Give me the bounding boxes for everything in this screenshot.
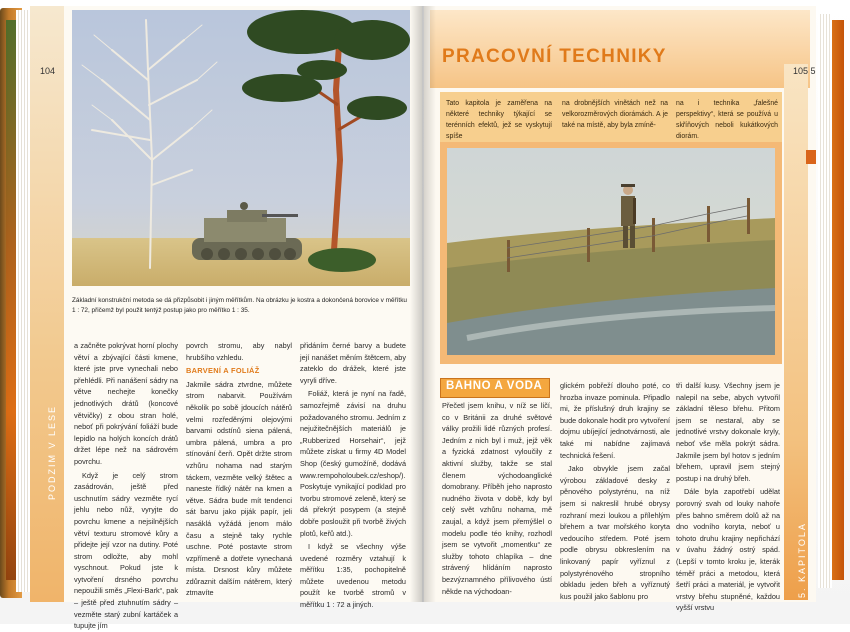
left-column-1	[74, 340, 178, 631]
book-gutter-shadow	[410, 6, 436, 602]
paragraph: Přečetl jsem knihu, v níž se líčí, co v Británii za druhé světové války prožili lidé různých profesí. Jedním z nich byl i muž, jejž věk a fyzická zdatnost vyloučily z aktivní služby, takže se stal členem východoanglické domobrany. Příběh jeho naprosto nudného života v době, kdy byl celý svět vzhůru nohama, mě zaujal, a když jsem přemýšlel o modelu podle téo knihy, rozhodl jsem se vytvořit „momentku“ ze služby tohoto chlapíka – dne strávený hlídáním naprosto bezvýznamného přílivového ústí někde na východoan-	[442, 401, 552, 596]
paragraph: povrch stromu, aby nabyl hrubšího vzhledu.	[186, 341, 292, 362]
paragraph: I když se všechny výše uvedené rozměry vztahují k měřítku 1:35, pochopitelně můžete uvedenou metodu použít ke tvorbě stromů v měřítku 1 : 72 a jiných.	[300, 542, 406, 610]
paragraph: Jakmile sádra ztvrdne, můžete strom nabarvit. Používám několik po sobě jdoucích nátěrů velmi rozředěnými olejovými barvami odstínů siena pálená, umbra pálená, umbra a pro stínování čerň. Opět držte strom vzhůru nohama nad starým táckem, vezměte velký štětec a naneste řídký nátěr na kmen a větve. Sádra bude mít tendenci sát barvu jako piják papír, jeli nasáklá vyžádá jenom málo času a stejně taky rychle uschne. Poté postavte strom vzpřímeně a dotřete vynechaná místa. Drsnost kůry můžete zdůraznit dalším nátěrem, který ztmavíte	[186, 379, 292, 598]
tree-diorama-photo	[72, 10, 410, 286]
photo-caption: Základní konstrukční metoda se dá přizpůsobit i jiným měřítkům. Na obrázku je kostra a dokončená borovice v měřítku 1 : 72, přičemž byl použit tentýž postup jako pro měřítko 1 : 35.	[72, 297, 407, 314]
paragraph: tři další kusy. Všechny jsem je nalepil na sebe, abych vytvořil základní těleso břehu. Přitom jsem se nestaral, aby se jednotlivé vrstvy dokonale kryly, neboť vše měla pokrýt sádra. Jakmile jsem byl hotov s jedním břehem, upravil jsem stejný postup i na druhý břeh.	[676, 381, 780, 483]
chapter-tab-number: 5	[810, 66, 816, 76]
intro-col-2: na drobnějších vinětách než na velkorozměrových diorámách. A je také na místě, aby byla zmíně-	[562, 100, 668, 129]
page-number: 105	[793, 66, 809, 76]
subheading-barveni: BARVENÍ A FOLIÁŽ	[186, 366, 260, 376]
paragraph: Dále byla zapotřebí udělat porovný svah od louky nahoře přes bahno směrem dolů až na dno vodního koryta, neboť u tohoto druhu krajiny nepřichází v úvahu žádný ostrý spád. (Lepší v tomto kroku je, kterák téměř práci a metodou, která šetří práci a materiál, je vytvořit vrstvy břehu stupněné, každou vyšší vrstvu	[676, 487, 780, 613]
tree-diorama-illustration	[72, 10, 410, 286]
intro-col-1: Tato kapitola je zaměřena na některé techniky týkající se terénních efektů, jež se vyskytují spíše	[446, 100, 552, 140]
right-running-head: 5. KAPITOLA	[797, 522, 807, 598]
estuary-diorama-photo	[447, 148, 775, 355]
paragraph: Když je celý strom zasádrován, ještě před uschnutím sádry vezměte rycí jehlu nebo nůž, vyryjte do povrchu kmene a nejsilnějších větví texturu stromové kůry a přidejte její vzor na dutiny. Poté strom odložte, aby mohl vyschnout. Pokud jste k vytvoření drsného povrchu nepoužili směs „Flexi-Bark“, pak – ještě před ztuhnutím sádry – vezměte starý zubní kartáček a tupujte jím	[74, 470, 178, 631]
left-column-2	[186, 340, 292, 598]
intro-col-3: na i technika „falešné perspektivy“, která se používá u skříňových neboli kukátkových diorám.	[676, 100, 778, 140]
cover-spine-art	[6, 20, 16, 580]
right-column-1	[442, 400, 552, 596]
section-heading: BAHNO A VODA	[446, 380, 543, 392]
right-page-number	[793, 66, 816, 76]
estuary-diorama-illustration	[447, 148, 775, 355]
right-margin-strip	[784, 64, 808, 600]
paragraph: a začněte pokrývat horní plochy větví a zbývající části kmene, které jste prve vynechali nebo přehlédli. Při nanášení sádry na větve nechejte konečky jednotlivých drátů (koncové větvičky) z obou stran holé, neboť při pokrývání foliáží bude lepidlo na holých koncích drátů držet lépe než na sádrovém povrchu.	[74, 341, 178, 466]
left-margin-strip	[30, 6, 64, 602]
right-column-2	[560, 380, 670, 601]
page-stack-right	[818, 14, 832, 588]
chapter-tab-marker	[806, 150, 816, 164]
paragraph: Foliáž, která je nyní na řadě, samozřejmě závisí na druhu požadovaného stromu. Jedním z nejužitečnějších materiálů je „Rubberized Horsehair“, jejž můžete získat u firmy 4D Model Shop (český gumožíně, dodává www.rempoholoubek.cz/eshop/). Poskytuje vynikající podklad pro tvorbu stromové zeleně, který se dá překrýt posypem (a stejně dobře posloužit při tvorbě živých plotů, keřů atd.).	[300, 389, 406, 538]
paragraph: Jako obvykle jsem začal výrobou základové desky z pěnového polystyrénu, na níž jsem si nakreslil hrubé obrysy rozhraní mezi loukou a přílehlým břehem a tvar mořského koryta vedoucího středem. Poté jsem podle obrysu obkreslením na linkovaný papír vyříznul z polystyrénového stropního obkladu jeden břeh a vyříznutý kus použil jako šablonu pro	[560, 464, 670, 601]
left-column-3	[300, 340, 406, 610]
left-page-number: 104	[40, 66, 56, 76]
chapter-title: PRACOVNÍ TECHNIKY	[442, 46, 667, 67]
paragraph: přidáním černé barvy a budete její nanášet měním štětcem, aby zateklo do drážek, které jste vyryli dříve.	[300, 341, 406, 385]
right-column-3	[676, 380, 780, 613]
left-running-head: PODZIM V LESE	[47, 404, 57, 500]
paragraph: glickém pobřeží dlouho poté, co hrozba invaze pominula. Připadlo mi, že příslušný druh krajiny se bude dokonale hodit pro vytvoření dojmu ubíjející jednotvárnosti, ale také mi nabídne zajímavá technická řešení.	[560, 381, 670, 460]
